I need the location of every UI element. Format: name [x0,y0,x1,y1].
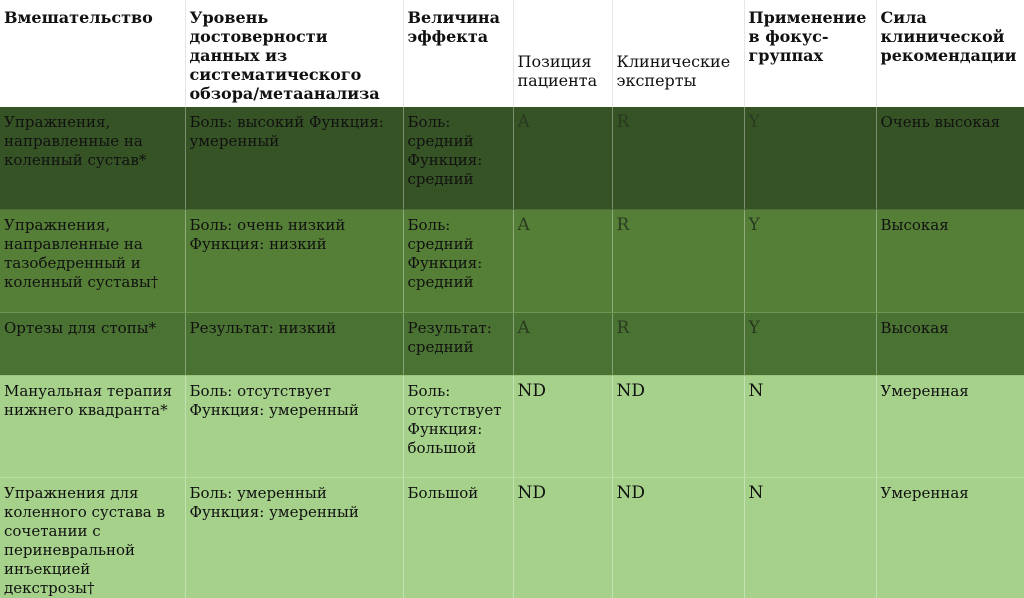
table-row [0,107,1024,209]
cell-strength: Высокая [876,312,1024,375]
cell-experts: R [612,312,744,375]
header-evidence: Уровень достоверности данных из систематического обзора/метаанализа [185,0,403,107]
cell-evidence: Боль: высокий Функция: умеренный [185,107,403,209]
cell-experts: ND [612,375,744,477]
header-focus: Применение в фокус-группах [744,0,876,107]
cell-intervention: Ортезы для стопы* [0,312,185,375]
cell-intervention: Упражнения для коленного сустава в сочетании с периневральной инъекцией декстрозы† [0,477,185,598]
cell-strength: Очень высокая [876,107,1024,209]
cell-experts: R [612,209,744,312]
cell-intervention: Упражнения, направленные на коленный сустав* [0,107,185,209]
cell-experts: ND [612,477,744,598]
cell-patient: A [513,107,612,209]
cell-patient: A [513,209,612,312]
header-patient: Позиция пациента [513,0,612,107]
cell-intervention: Мануальная терапия нижнего квадранта* [0,375,185,477]
cell-intervention: Упражнения, направленные на тазобедренный и коленный суставы† [0,209,185,312]
header-experts: Клинические эксперты [612,0,744,107]
header-intervention: Вмешательство [0,0,185,107]
cell-evidence: Боль: отсутствует Функция: умеренный [185,375,403,477]
cell-evidence: Боль: очень низкий Функция: низкий [185,209,403,312]
cell-experts: R [612,107,744,209]
cell-evidence: Боль: умеренный Функция: умеренный [185,477,403,598]
cell-strength: Умеренная [876,375,1024,477]
cell-evidence: Результат: низкий [185,312,403,375]
cell-focus: Y [744,107,876,209]
cell-patient: ND [513,477,612,598]
cell-effect: Результат: средний [403,312,513,375]
cell-focus: Y [744,209,876,312]
header-effect: Величина эффекта [403,0,513,107]
table-row [0,375,1024,477]
table-row [0,209,1024,312]
table-row [0,312,1024,375]
cell-effect: Боль: средний Функция: средний [403,209,513,312]
header-strength: Сила клинической рекомендации [880,8,1017,65]
cell-effect: Боль: отсутствует Функция: большой [403,375,513,477]
header-row [0,0,1024,107]
cell-effect: Боль: средний Функция: средний [403,107,513,209]
cell-patient: A [513,312,612,375]
cell-patient: ND [513,375,612,477]
table-row [0,477,1024,598]
cell-focus: N [744,375,876,477]
cell-focus: N [744,477,876,598]
cell-strength: Умеренная [880,483,969,502]
cell-strength: Высокая [876,209,1024,312]
cell-effect: Большой [403,477,513,598]
cell-focus: Y [744,312,876,375]
